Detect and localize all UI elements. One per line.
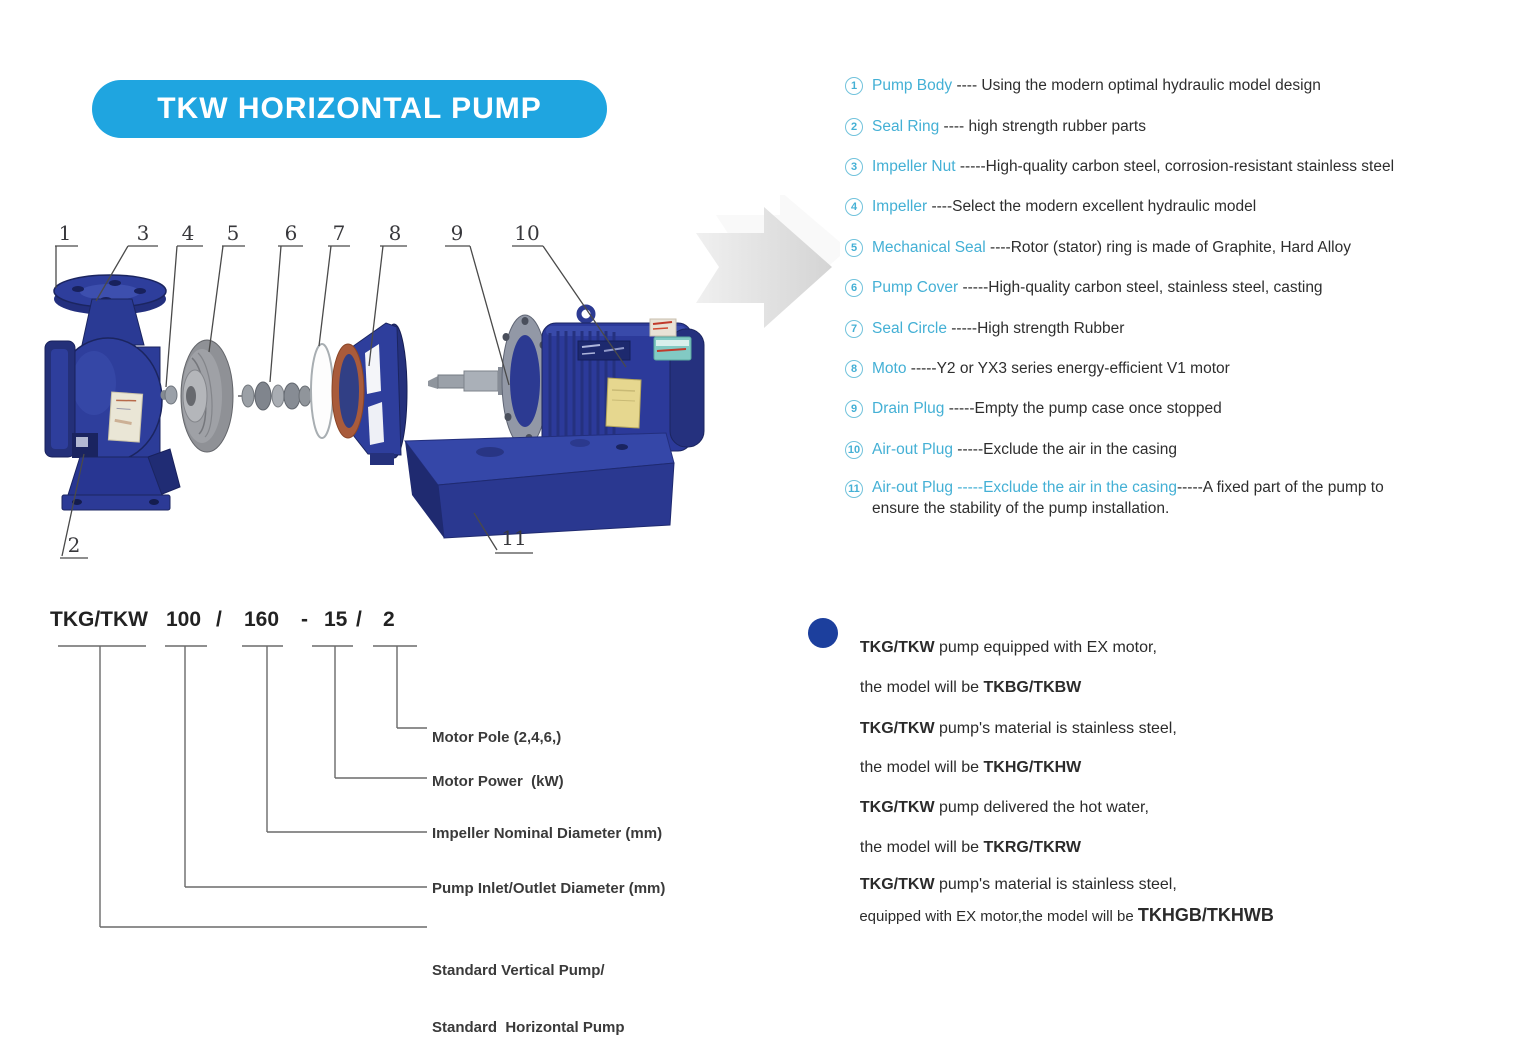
title-banner: [92, 80, 607, 138]
item-number-badge: 4: [845, 198, 863, 216]
callout-7: 7: [332, 221, 346, 245]
note-text: the model will be: [859, 759, 984, 776]
part-description: -----A fixed part of the pump to: [1176, 478, 1384, 496]
parts-list-item: [845, 308, 1510, 348]
note-text: pump's material is stainless steel,: [934, 720, 1177, 737]
part-description: -----Y2 or YX3 series energy-efficient V1 motor: [906, 359, 1230, 377]
note-text: pump delivered the hot water,: [934, 799, 1149, 816]
part-description: -----Exclude the air in the casing: [952, 440, 1177, 458]
note-model: TKRG/TKRW: [983, 839, 1081, 856]
part-name: Pump Body: [872, 77, 953, 95]
callout-11: 11: [501, 526, 527, 550]
item-number-badge: 10: [845, 441, 863, 459]
note-text: equipped with EX motor,the model will be: [859, 908, 1138, 925]
note-model: TKHG/TKHW: [983, 759, 1082, 776]
pump-body-illustration: [45, 275, 180, 510]
part-name: Air-out Plug: [872, 440, 953, 458]
note-model: TKBG/TKBW: [983, 679, 1082, 696]
callout-10: 10: [514, 221, 540, 245]
part-name: Impeller Nut: [872, 157, 956, 175]
parts-list-item: [845, 106, 1510, 146]
pump-exploded-diagram: [20, 195, 840, 585]
note-text: pump's material is stainless steel,: [934, 876, 1177, 893]
model-code-sep1: /: [216, 608, 222, 631]
part-description: ----Select the modern excellent hydraulic model: [927, 198, 1257, 216]
parts-list-item: [845, 147, 1510, 187]
part-name: Mechanical Seal: [872, 238, 986, 256]
parts-list-item: [845, 470, 1510, 518]
parts-list-item: [845, 228, 1510, 268]
part-name: Air-out Plug: [872, 478, 953, 496]
legend-impeller-diameter: Impeller Nominal Diameter (mm): [432, 825, 663, 842]
legend-motor-power: Motor Power (kW): [432, 773, 564, 790]
item-number-badge: 2: [845, 118, 863, 136]
note-line: [851, 888, 1274, 926]
motor-base-illustration: [405, 433, 674, 538]
parts-list-item: [845, 430, 1510, 470]
note-model: TKHGB/TKHWB: [1137, 905, 1274, 925]
parts-list-item: [845, 389, 1510, 429]
note-text: the model will be: [859, 679, 984, 696]
page-title: TKW HORIZONTAL PUMP: [157, 92, 542, 125]
item-number-badge: 9: [845, 400, 863, 418]
item-number-badge: 6: [845, 279, 863, 297]
model-code-power: 15: [324, 608, 348, 631]
model-code-sep3: /: [356, 608, 362, 631]
note-line: [851, 702, 1177, 738]
parts-list: [845, 66, 1510, 518]
part-description: ---- Using the modern optimal hydraulic model design: [952, 77, 1321, 95]
parts-list-item: [845, 187, 1510, 227]
model-code-series: TKG/TKW: [50, 608, 148, 631]
model-code-leader-lines: [40, 640, 440, 960]
part-description: -----High strength Rubber: [946, 319, 1125, 337]
part-description: ----Rotor (stator) ring is made of Graphite, Hard Alloy: [985, 238, 1351, 256]
part-name: Seal Ring: [872, 117, 940, 135]
part-name: Impeller: [872, 198, 928, 216]
legend-motor-pole: Motor Pole (2,4,6,): [432, 729, 562, 746]
model-code-pole: 2: [383, 608, 395, 631]
callout-5: 5: [226, 221, 240, 245]
note-line: [851, 821, 1081, 857]
callout-9: 9: [450, 221, 464, 245]
note-text: pump equipped with EX motor,: [934, 639, 1157, 656]
item-number-badge: 5: [845, 239, 863, 257]
note-line: [851, 621, 1157, 657]
legend-series-line1: Standard Vertical Pump/: [432, 962, 605, 979]
callout-3: 3: [136, 221, 150, 245]
bullet-icon: [808, 618, 838, 648]
note-model: TKG/TKW: [859, 720, 935, 737]
note-model: TKG/TKW: [859, 799, 935, 816]
model-code-inlet: 100: [166, 608, 202, 631]
legend-series: [432, 923, 625, 1056]
part-description: -----Empty the pump case once stopped: [944, 400, 1222, 418]
callout-8: 8: [388, 221, 402, 245]
seal-circle-illustration: [311, 344, 333, 438]
item-number-badge: 3: [845, 158, 863, 176]
mechanical-seal-illustration: [238, 382, 311, 410]
part-description: ---- high strength rubber parts: [939, 117, 1146, 135]
legend-series-line2: Standard Horizontal Pump: [432, 1019, 625, 1036]
transition-arrow-icon: [696, 195, 840, 328]
part-description: -----High-quality carbon steel, corrosion-resistant stainless steel: [955, 157, 1395, 175]
pump-cover-illustration: [332, 323, 407, 465]
parts-list-item: [845, 268, 1510, 308]
model-code-sep2: -: [301, 608, 308, 631]
part-description: -----High-quality carbon steel, stainless steel, casting: [958, 279, 1323, 297]
part-description-line2: ensure the stability of the pump installation.: [872, 499, 1170, 517]
callout-6: 6: [284, 221, 298, 245]
impeller-nut-illustration: [161, 386, 178, 404]
item-number-badge: 7: [845, 320, 863, 338]
impeller-illustration: [181, 340, 233, 452]
callout-2: 2: [67, 533, 81, 557]
item-number-badge: 11: [845, 480, 863, 498]
note-line: [851, 781, 1149, 817]
part-name: Pump Cover: [872, 279, 959, 297]
note-model: TKG/TKW: [859, 876, 935, 893]
parts-list-item: [845, 66, 1510, 106]
parts-list-item: [845, 349, 1510, 389]
note-line: [851, 661, 1081, 697]
note-text: the model will be: [859, 839, 984, 856]
part-description-highlight: -----Exclude the air in the casing: [952, 478, 1177, 496]
legend-inlet-diameter: Pump Inlet/Outlet Diameter (mm): [432, 880, 666, 897]
callout-4: 4: [181, 221, 195, 245]
part-name: Seal Circle: [872, 319, 947, 337]
item-number-badge: 8: [845, 360, 863, 378]
note-model: TKG/TKW: [859, 639, 935, 656]
note-line: [851, 741, 1081, 777]
part-name: Moto: [872, 359, 907, 377]
part-name: Drain Plug: [872, 400, 945, 418]
callout-1: 1: [58, 221, 72, 245]
model-code-impeller: 160: [244, 608, 280, 631]
item-number-badge: 1: [845, 77, 863, 95]
